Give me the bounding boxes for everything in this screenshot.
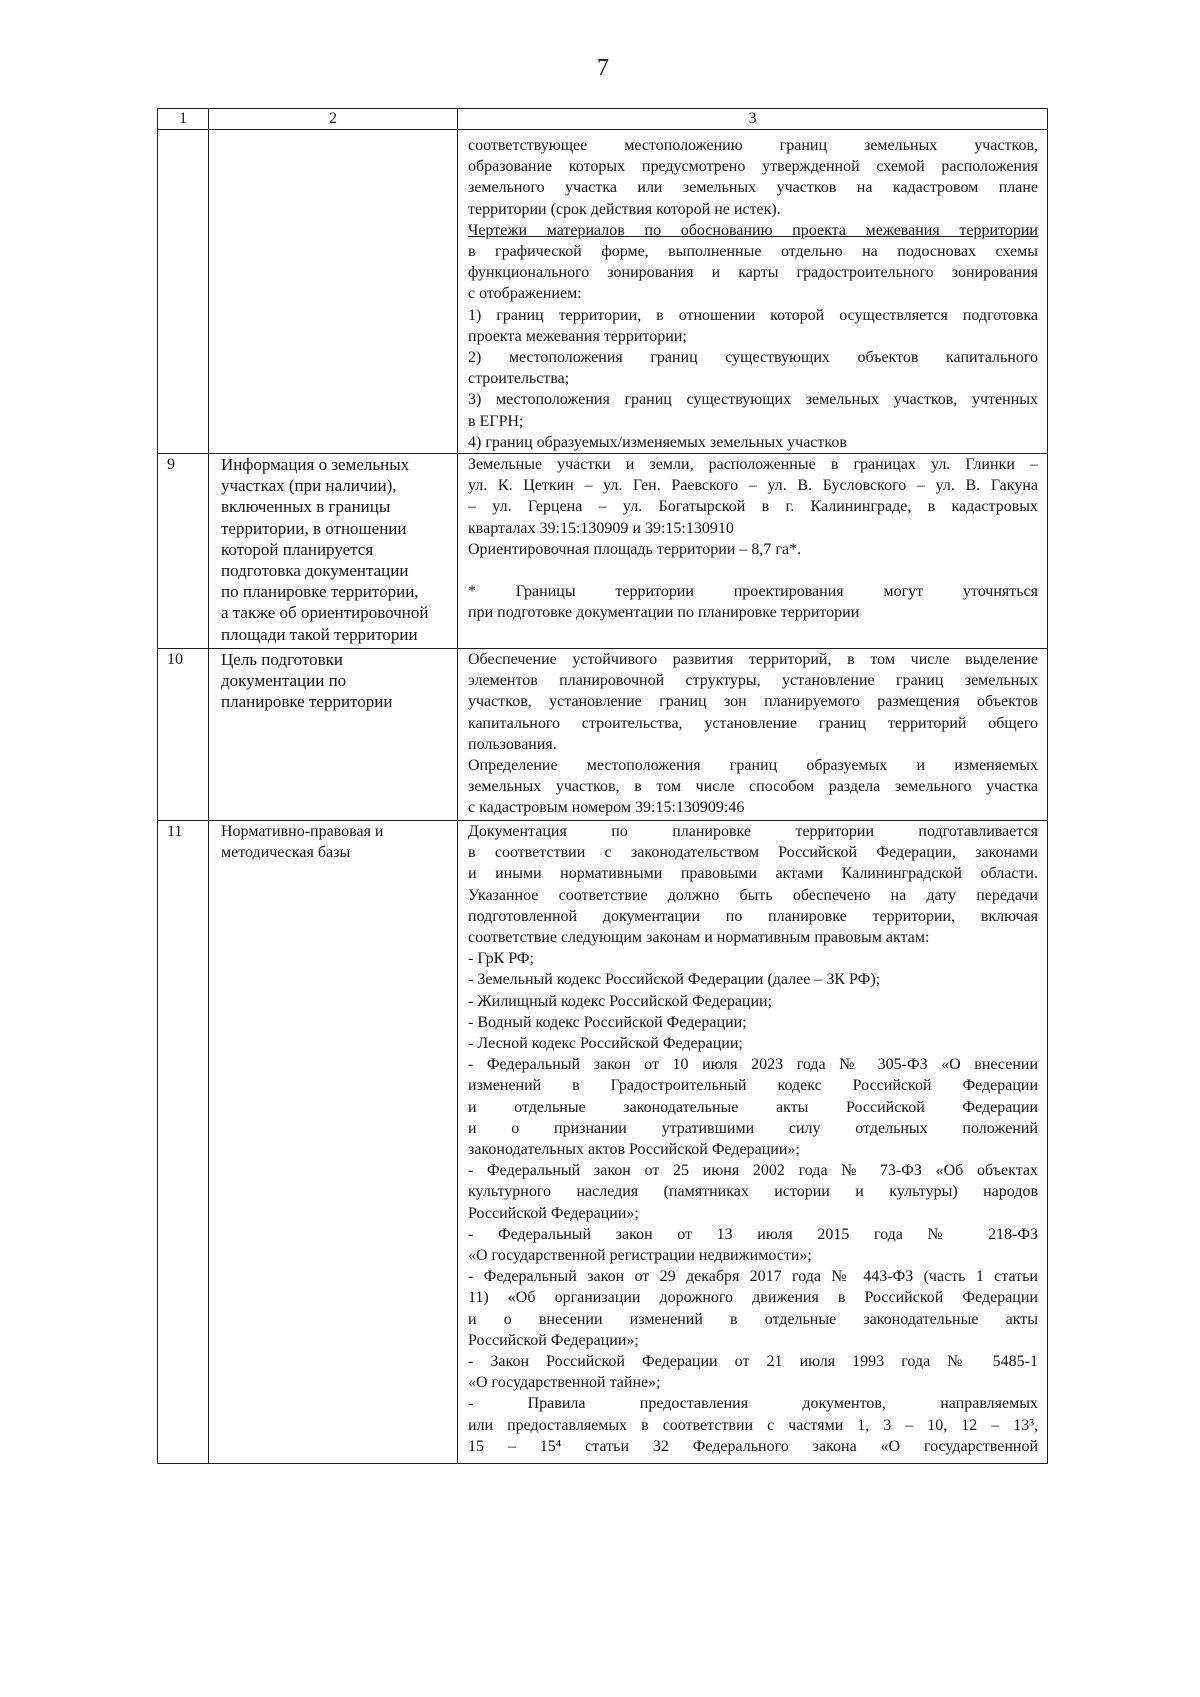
parameter-cell (208, 454, 457, 648)
content-line: функционального зонирования и карты градостроительного зонирования (468, 264, 1038, 282)
content-line: проекта межевания территории; (468, 327, 687, 345)
law-list-item: - ГрК РФ; (468, 950, 534, 968)
law-list-item: - Федеральный закон от 29 декабря 2017 года № 443-ФЗ (часть 1 статьи (468, 1268, 1038, 1286)
parameter-cell (208, 130, 457, 453)
content-line: «О государственной регистрации недвижимости»; (468, 1247, 812, 1265)
table-row-10 (157, 648, 1047, 820)
parameter-line: Цель подготовки (221, 650, 343, 669)
parameter-line: подготовка документации (221, 561, 409, 581)
content-line: Земельные участки и земли, расположенные в границах ул. Глинки – (468, 456, 1038, 473)
content-line: культурного наследия (памятниках истории и культуры) народов (468, 1183, 1038, 1201)
content-line-underlined: Чертежи материалов по обоснованию проекта межевания территории (468, 221, 1038, 239)
content-line: или предоставляемых в соответствии с частями 1, 3 – 10, 12 – 13³, (468, 1416, 1038, 1434)
content-line: и иными нормативными правовыми актами Калининградской области. (468, 865, 1038, 883)
row-number-cell (157, 130, 208, 453)
content-line: и о внесении изменений в отдельные законодательные акты (468, 1310, 1038, 1328)
content-line: капитального строительства, установление границ территорий общего (468, 714, 1038, 732)
content-line: строительства; (468, 370, 570, 388)
row-number-cell: 9 (157, 454, 208, 648)
row-number-cell: 11 (157, 821, 208, 1463)
parameter-line: по планировке территории, (221, 582, 419, 602)
content-line: 2) местоположения границ существующих объектов капитального (468, 349, 1038, 367)
content-line: земельного участка или земельных участков на кадастровом плане (468, 179, 1038, 197)
content-line: 1) границ территории, в отношении которой осуществляется подготовка (468, 306, 1038, 324)
content-line: в графической форме, выполненные отдельно на подосновах схемы (468, 243, 1038, 261)
column-header-parameter: 2 (208, 109, 457, 129)
requirements-table (157, 108, 1048, 1464)
content-line: подготовленной документации по планировке территории, включая (468, 907, 1038, 925)
content-line: соответствующее местоположению границ земельных участков, (468, 137, 1038, 154)
row-number-cell: 10 (157, 649, 208, 820)
content-line: образование которых предусмотрено утвержденной схемой расположения (468, 158, 1038, 176)
column-header-number: 1 (157, 109, 208, 129)
parameter-line: включенных в границы (221, 497, 391, 517)
parameter-cell (208, 821, 457, 1463)
content-line: – ул. Герцена – ул. Богатырской в г. Калининграде, в кадастровых (468, 498, 1038, 516)
content-line: элементов планировочной структуры, установление границ земельных (468, 672, 1038, 690)
column-header-content: 3 (457, 109, 1047, 129)
parameter-line: документации по (221, 671, 347, 691)
content-line: Документация по планировке территории подготавливается (468, 823, 1038, 840)
law-list-item: - Водный кодекс Российской Федерации; (468, 1013, 747, 1031)
content-line: и о признании утратившими силу отдельных положений (468, 1119, 1038, 1137)
law-list-item: - Жилищный кодекс Российской Федерации; (468, 992, 773, 1010)
content-line: Обеспечение устойчивого развития территорий, в том числе выделение (468, 651, 1038, 668)
content-line: с кадастровым номером 39:15:130909:46 (468, 799, 745, 817)
content-line: 11) «Об организации дорожного движения в Российской Федерации (468, 1289, 1038, 1307)
content-line: с отображением: (468, 285, 582, 303)
page-number: 7 (597, 55, 609, 81)
law-list-item: - Федеральный закон от 13 июля 2015 года № 218-ФЗ (468, 1225, 1038, 1243)
blank-line (468, 560, 1038, 581)
content-line: Определение местоположения границ образуемых и изменяемых (468, 757, 1038, 775)
content-cell (457, 821, 1047, 1463)
content-line: земельных участков, в том числе способом раздела земельного участка (468, 778, 1038, 796)
content-line: Российской Федерации»; (468, 1204, 639, 1222)
content-line: Ориентировочная площадь территории – 8,7 га*. (468, 540, 802, 558)
content-line: пользования. (468, 735, 557, 753)
content-line: Указанное соответствие должно быть обеспечено на дату передачи (468, 886, 1038, 904)
law-list-item: - Федеральный закон от 25 июня 2002 года № 73-ФЗ «Об объектах (468, 1162, 1038, 1180)
content-line: соответствие следующим законам и нормативным правовым актам: (468, 929, 930, 947)
table-row-11 (157, 820, 1047, 1463)
table-row-continuation (157, 129, 1047, 453)
parameter-line: территории, в отношении (221, 518, 407, 538)
table-header-row (157, 108, 1047, 129)
law-list-item: - Федеральный закон от 10 июля 2023 года № 305-ФЗ «О внесении (468, 1056, 1038, 1074)
table-row-9 (157, 453, 1047, 648)
law-list-item: - Закон Российской Федерации от 21 июля 1993 года № 5485-1 (468, 1353, 1038, 1371)
content-line: законодательных актов Российской Федерации»; (468, 1141, 800, 1159)
parameter-line: участках (при наличии), (221, 476, 397, 496)
parameter-line: методическая базы (221, 844, 351, 862)
content-line: Российской Федерации»; (468, 1331, 639, 1349)
content-line: «О государственной тайне»; (468, 1374, 661, 1392)
content-line: и отдельные законодательные акты Российской Федерации (468, 1098, 1038, 1116)
parameter-line: которой планируется (221, 539, 374, 559)
law-list-item: - Земельный кодекс Российской Федерации (далее – ЗК РФ); (468, 971, 881, 989)
footnote-line: * Границы территории проектирования могут уточняться (468, 583, 1038, 601)
content-cell (457, 454, 1047, 648)
content-line: 15 – 15⁴ статьи 32 Федерального закона «О государственной (468, 1437, 1038, 1455)
content-line: ул. К. Цеткин – ул. Ген. Раевского – ул. В. Бусловского – ул. В. Гакуна (468, 477, 1038, 495)
content-line: 4) границ образуемых/изменяемых земельных участков (468, 433, 847, 451)
content-line: в соответствии с законодательством Российской Федерации, законами (468, 844, 1038, 862)
content-line: 3) местоположения границ существующих земельных участков, учтенных (468, 391, 1038, 409)
footnote-line: при подготовке документации по планировке территории (468, 604, 860, 622)
content-line: кварталах 39:15:130909 и 39:15:130910 (468, 519, 734, 537)
content-cell (457, 130, 1047, 453)
content-line: в ЕГРН; (468, 412, 524, 430)
law-list-item: - Лесной кодекс Российской Федерации; (468, 1035, 743, 1053)
parameter-line: Нормативно-правовая и (221, 823, 384, 840)
law-list-item: - Правила предоставления документов, направляемых (468, 1395, 1038, 1413)
content-line: изменений в Градостроительный кодекс Российской Федерации (468, 1077, 1038, 1095)
parameter-line: Информация о земельных (221, 455, 410, 474)
parameter-line: а также об ориентировочной (221, 603, 429, 623)
parameter-line: планировке территории (221, 692, 393, 712)
parameter-line: площади такой территории (221, 624, 418, 644)
content-line: участков, установление границ зон планируемого размещения объектов (468, 693, 1038, 711)
content-line: территории (срок действия которой не истек). (468, 200, 781, 218)
parameter-cell (208, 649, 457, 820)
content-cell (457, 649, 1047, 820)
